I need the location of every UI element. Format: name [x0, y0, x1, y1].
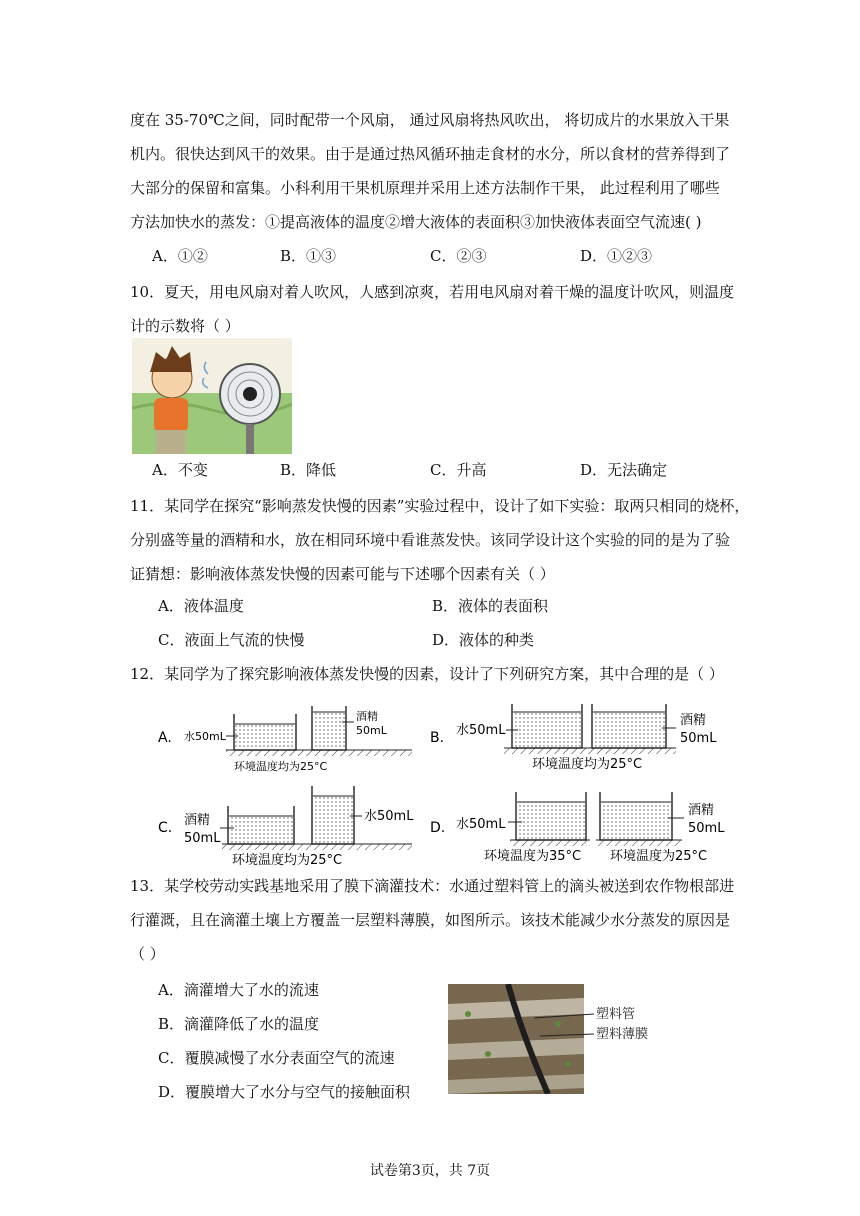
- figure-d-left-label: 水50mL: [456, 817, 506, 832]
- q10-line-1: 10．夏天，用电风扇对着人吹风，人感到凉爽，若用电风扇对着干燥的温度计吹风，则温度: [130, 283, 735, 301]
- q9-option-c: C．②③: [430, 247, 487, 265]
- q11-line-1: 11．某同学在探究“影响蒸发快慢的因素”实验过程中，设计了如下实验：取两只相同的烧杯，: [130, 497, 750, 515]
- q11-option-a: A．液体温度: [158, 597, 244, 615]
- figure-b: [430, 704, 717, 772]
- q11-option-c: C．液面上气流的快慢: [158, 631, 305, 649]
- figure-d-right-label-1: 酒精: [688, 803, 715, 818]
- q9-line-4: 方法加快水的蒸发：①提高液体的温度②增大液体的表面积③加快液体表面空气流速( ): [130, 213, 702, 231]
- q10-option-d: D．无法确定: [580, 461, 668, 479]
- figure-b-left-label: 水50mL: [456, 723, 506, 738]
- q10-option-a: A．不变: [152, 461, 208, 479]
- figure-a: [158, 706, 412, 773]
- q11-option-d: D．液体的种类: [432, 631, 535, 649]
- q11-option-b: B．液体的表面积: [432, 597, 549, 615]
- fan-boy-illustration: [132, 338, 292, 454]
- page-footer: 试卷第3页，共 7页: [369, 1163, 491, 1179]
- figure-c-left-label-1: 酒精: [184, 813, 211, 828]
- q13-line-1: 13．某学校劳动实践基地采用了膜下滴灌技术：水通过塑料管上的滴头被送到农作物根部进: [130, 877, 735, 895]
- q10-option-b: B．降低: [280, 461, 337, 479]
- figure-a-caption: 环境温度均为25°C: [234, 760, 328, 773]
- figure-b-right-label-2: 50mL: [680, 731, 717, 746]
- q9-line-1: 度在 35-70℃之间，同时配带一个风扇， 通过风扇将热风吹出， 将切成片的水果放入干果: [130, 111, 730, 129]
- q13-option-c: C．覆膜减慢了水分表面空气的流速: [158, 1049, 395, 1067]
- q9-line-2: 机内。很快达到风干的效果。由于是通过热风循环抽走食材的水分，所以食材的营养得到了: [130, 145, 731, 163]
- q11-line-3: 证猜想：影响液体蒸发快慢的因素可能与下述哪个因素有关（ ）: [130, 565, 555, 583]
- q10-option-c: C．升高: [430, 461, 487, 479]
- figure-b-letter: B.: [430, 730, 445, 746]
- figure-c-caption: 环境温度均为25°C: [232, 853, 343, 868]
- photo-label-film: 塑料薄膜: [596, 1027, 649, 1042]
- figure-c-letter: C.: [158, 820, 173, 836]
- figure-b-caption: 环境温度均为25°C: [532, 757, 643, 772]
- q10-line-2: 计的示数将（ ）: [130, 317, 240, 335]
- q13-line-3: （ ）: [130, 945, 165, 963]
- drip-irrigation-photo: [448, 984, 660, 1094]
- q12-diagrams: [150, 700, 750, 870]
- figure-b-right-label-1: 酒精: [680, 713, 707, 728]
- figure-d-letter: D.: [430, 820, 446, 836]
- figure-a-right-label-1: 酒精: [356, 710, 378, 723]
- q9-option-a: A．①②: [152, 247, 208, 265]
- q11-line-2: 分别盛等量的酒精和水，放在相同环境中看谁蒸发快。该同学设计这个实验的同的是为了验: [130, 531, 731, 549]
- q13-line-2: 行灌溉，且在滴灌土壤上方覆盖一层塑料薄膜，如图所示。该技术能减少水分蒸发的原因是: [130, 911, 731, 929]
- q12-line: 12．某同学为了探究影响液体蒸发快慢的因素，设计了下列研究方案，其中合理的是（ ）: [130, 665, 724, 683]
- figure-c-left-label-2: 50mL: [184, 831, 221, 846]
- figure-d-right-label-2: 50mL: [688, 821, 725, 836]
- figure-d-caption-left: 环境温度为35°C: [484, 849, 582, 864]
- figure-a-letter: A.: [158, 730, 172, 746]
- q13-option-a: A．滴灌增大了水的流速: [158, 981, 319, 999]
- figure-a-right-label-2: 50mL: [356, 724, 387, 737]
- q9-option-d: D．①②③: [580, 247, 653, 265]
- figure-d: [430, 792, 725, 864]
- q9-option-b: B．①③: [280, 247, 337, 265]
- q13-option-d: D．覆膜增大了水分与空气的接触面积: [158, 1083, 411, 1101]
- q9-line-3: 大部分的保留和富集。小科利用干果机原理并采用上述方法制作干果， 此过程利用了哪些: [130, 179, 720, 197]
- figure-c-right-label: 水50mL: [364, 809, 414, 824]
- q13-option-b: B．滴灌降低了水的温度: [158, 1015, 320, 1033]
- figure-d-caption-right: 环境温度为25°C: [610, 849, 708, 864]
- figure-a-left-label: 水50mL: [184, 730, 226, 743]
- photo-label-pipe: 塑料管: [596, 1007, 636, 1022]
- figure-c: [158, 786, 414, 868]
